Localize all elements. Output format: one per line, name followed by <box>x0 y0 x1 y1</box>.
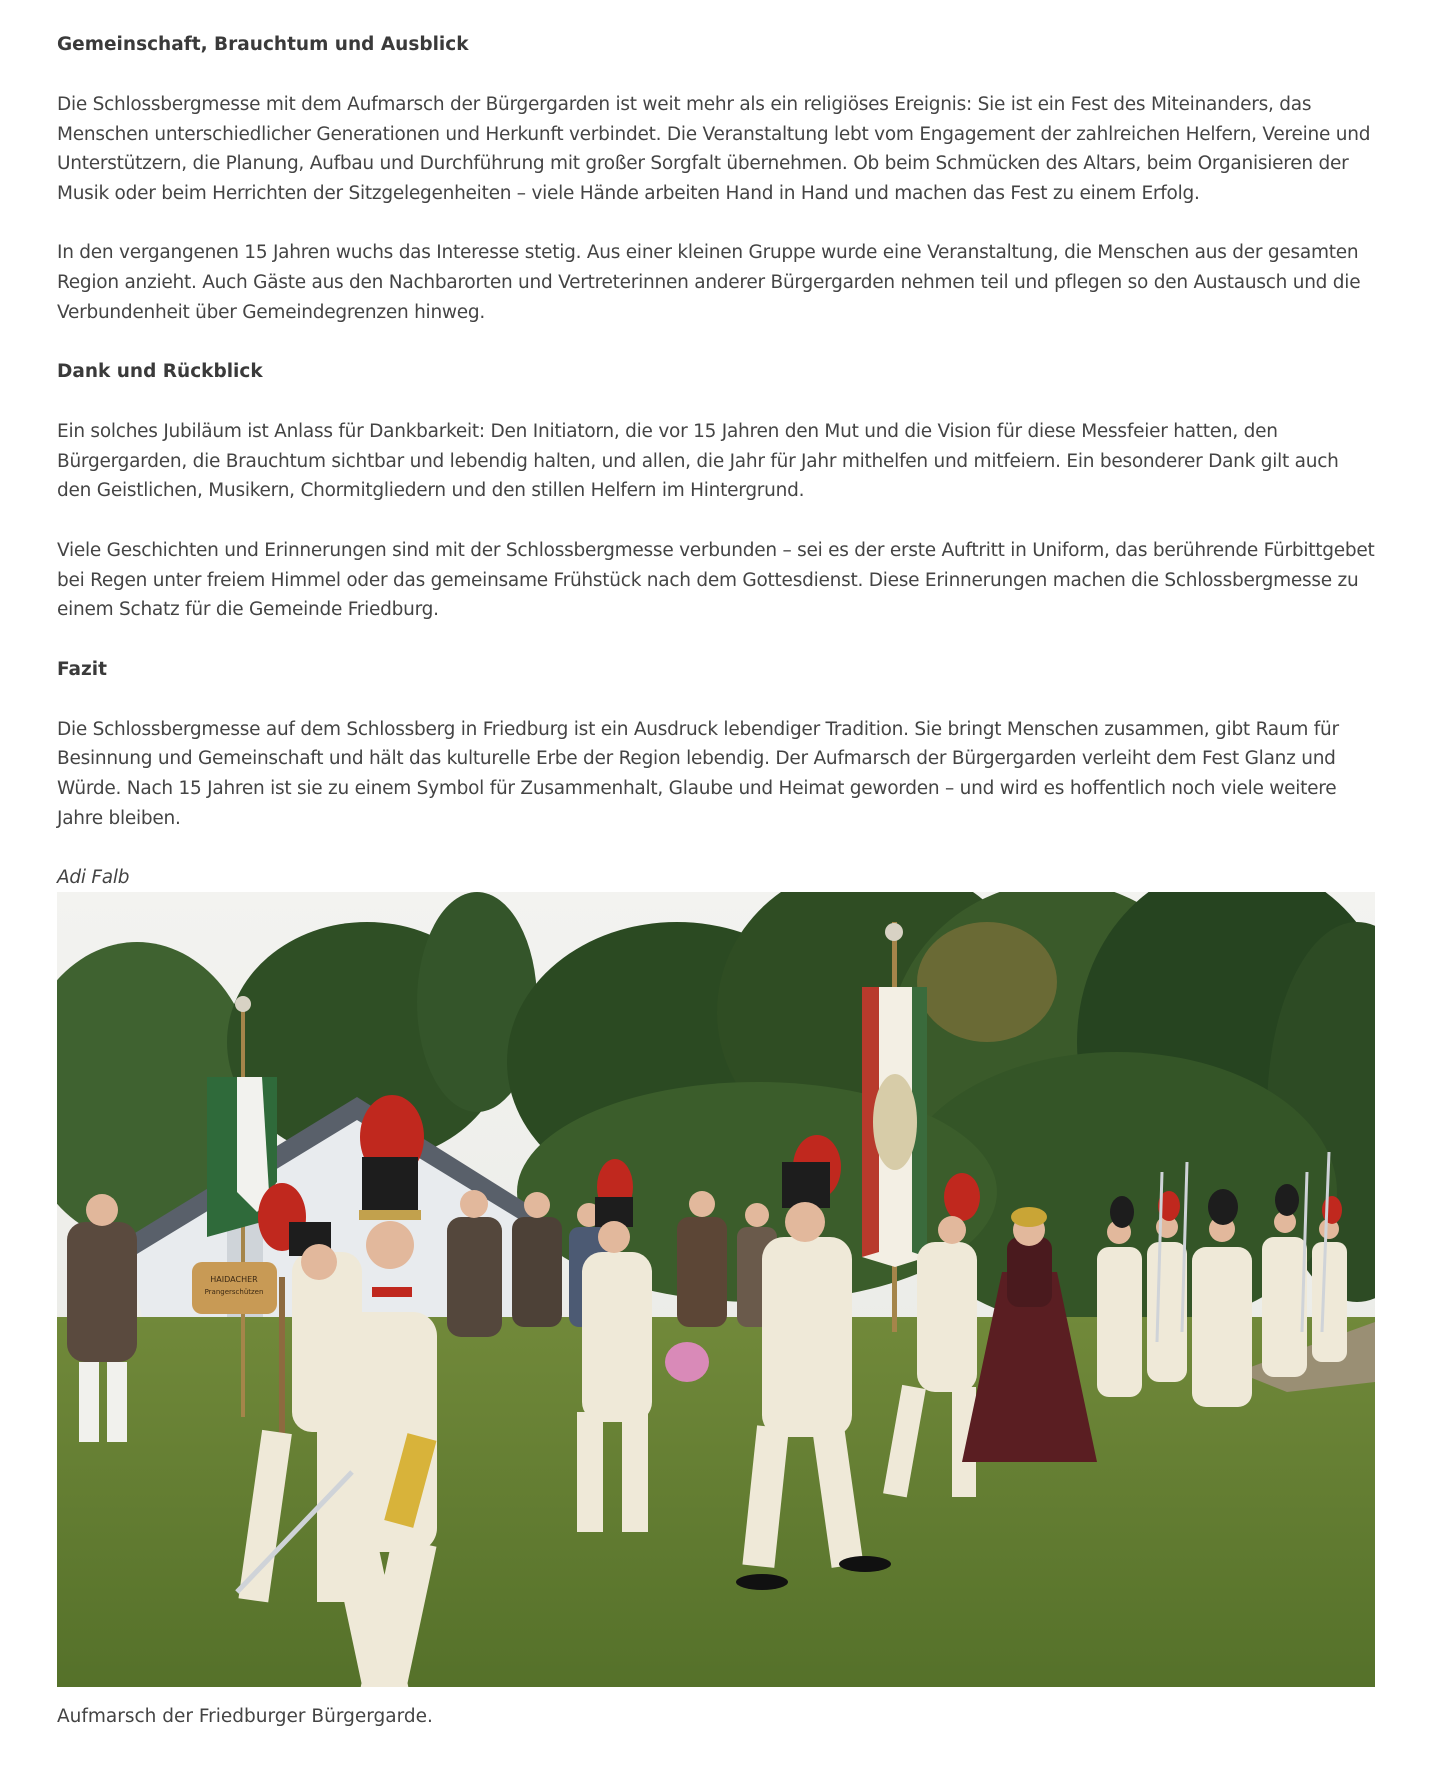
section-heading: Gemeinschaft, Brauchtum und Ausblick <box>57 34 469 55</box>
paragraph: Viele Geschichten und Erinnerungen sind mit der Schlossbergmesse verbunden – sei es der erste Auftritt in Uniform, das berührende Fürbittgebet bei Regen unter freiem Himmel oder das gemeinsame Frühstück nach dem Gottesdienst. Diese Erinnerungen machen die Schlossbergmesse zu einem Schatz für die Gemeinde Friedburg. <box>57 539 1375 621</box>
section-heading: Fazit <box>57 658 107 680</box>
article-body <box>57 30 1377 893</box>
paragraph: In den vergangenen 15 Jahren wuchs das Interesse stetig. Aus einer kleinen Gruppe wurde eine Veranstaltung, die Menschen aus der gesamten Region anzieht. Auch Gäste aus den Nachbarorten und Vertreterinnen anderer Bürgergarden nehmen teil und pflegen so den Austausch und die Verbundenheit über Gemeindegrenzen hinweg. <box>57 242 1361 323</box>
sign-label-2: Prangerschützen <box>204 1288 264 1296</box>
paragraph: Die Schlossbergmesse auf dem Schlossberg in Friedburg ist ein Ausdruck lebendiger Tradition. Sie bringt Menschen zusammen, gibt Raum für Besinnung und Gemeinschaft und hält das kulturelle Erbe der Region lebendig. Der Aufmarsch der Bürgergarden verleiht dem Fest Glanz und Würde. Nach 15 Jahren ist sie zu einem Symbol für Zusammenhalt, Glaube und Heimat geworden – und wird es hoffentlich noch viele weitere Jahre bleiben. <box>57 718 1339 829</box>
parade-photo <box>57 892 1375 1687</box>
section-heading: Dank und Rückblick <box>57 361 263 383</box>
photo-caption: Aufmarsch der Friedburger Bürgergarde. <box>57 1706 433 1727</box>
sign-label-1: HAIDACHER <box>210 1275 258 1284</box>
paragraph: Die Schlossbergmesse mit dem Aufmarsch der Bürgergarden ist weit mehr als ein religiöses Ereignis: Sie ist ein Fest des Miteinanders, das Menschen unterschiedlicher Generationen und Herkunft verbindet. Die Veranstaltung lebt vom Engagement der zahlreichen Helfern, Vereine und Unterstützern, die Planung, Aufbau und Durchführung mit großer Sorgfalt übernehmen. Ob beim Schmücken des Altars, beim Organisieren der Musik oder beim Herrichten der Sitzgelegenheiten – viele Hände arbeiten Hand in Hand und machen das Fest zu einem Erfolg. <box>57 94 1371 204</box>
paragraph: Ein solches Jubiläum ist Anlass für Dankbarkeit: Den Initiatorn, die vor 15 Jahren den Mut und die Vision für diese Messfeier hatten, den Bürgergarden, die Brauchtum sichtbar und lebendig halten, und allen, die Jahr für Jahr mithelfen und mitfeiern. Ein besonderer Dank gilt auch den Geistlichen, Musikern, Chormitgliedern und den stillen Helfern im Hintergrund. <box>57 421 1339 502</box>
author-name: Adi Falb <box>57 867 130 889</box>
